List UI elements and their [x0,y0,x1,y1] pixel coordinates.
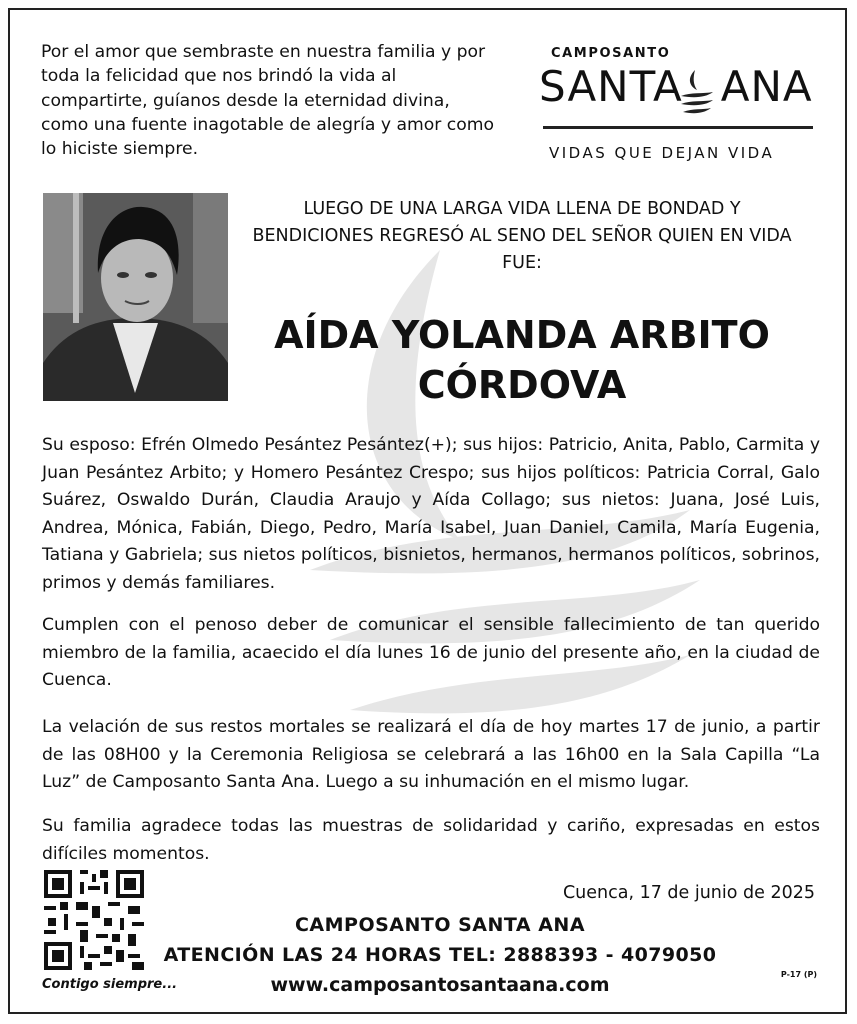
qr-code-icon [44,870,144,970]
ad-code: P-17 (P) [780,970,817,979]
service-details-paragraph: La velación de sus restos mortales se realizará el día de hoy martes 17 de junio, a partir de las 08H00 y la Ceremonia Religiosa se celebrará a las 16h00 en la Sala Capilla “La Luz” de Camposanto Santa Ana. Luego a su inhumación en el mismo lugar. [42,717,820,793]
deceased-name-line2: CÓRDOVA [417,363,627,407]
logo-camposanto-text: CAMPOSANTO [551,46,671,61]
logo-tagline: VIDAS QUE DEJAN VIDA [549,144,775,162]
logo-flame-icon [677,68,717,118]
footer-phone-line: ATENCIÓN LAS 24 HORAS TEL: 2888393 - 4079050 [163,944,717,966]
slogan-text: Contigo siempre... [42,977,178,992]
obituary-frame [8,8,847,1014]
logo-santa-ana-text: SANTA ANA [539,62,813,111]
deceased-portrait [43,193,228,401]
logo-divider [543,126,813,129]
thanks-paragraph: Su familia agradece todas las muestras de solidaridad y cariño, expresadas en estos difíciles momentos. [42,816,820,864]
footer-company-name: CAMPOSANTO SANTA ANA [294,914,586,936]
intro-text: Por el amor que sembraste en nuestra familia y por toda la felicidad que nos brindó la vida al compartirte, guíanos desde la eternidad divina, como una fuente inagotable de alegría y amor como lo hiciste siempre. [41,42,495,160]
family-paragraph: Su esposo: Efrén Olmedo Pesántez Pesántez(+); sus hijos: Patricio, Anita, Pablo, Carmita y Juan Pesántez Arbito; y Homero Pesántez Crespo; sus hijos políticos: Patricia Corral, Galo Suárez, Oswaldo Durán, Claudia Araujo y Aída Collago; sus nietos: Juana, José Luis, Andrea, Mónica, Fabián, Diego, Pedro, María Isabel, Juan Daniel, Camila, María Eugenia, Tatiana y Gabriela; sus nietos políticos, bisnietos, hermanos, hermanos políticos, sobrinos, primos y demás familiares. [42,435,820,593]
deceased-name-line1: AÍDA YOLANDA ARBITO [274,313,770,357]
deceased-name [242,310,802,410]
announcement-heading: LUEGO DE UNA LARGA VIDA LLENA DE BONDAD Y BENDICIONES REGRESÓ AL SENO DEL SEÑOR QUIEN EN VIDA FUE: [252,199,792,273]
announcement-paragraph: Cumplen con el penoso deber de comunicar el sensible fallecimiento de tan querido miembro de la familia, acaecido el día lunes 16 de junio del presente año, en la ciudad de Cuenca. [42,615,820,691]
date-line: Cuenca, 17 de junio de 2025 [562,883,815,903]
camposanto-logo [537,40,817,180]
footer-website-link[interactable]: www.camposantosantaana.com [270,974,610,996]
